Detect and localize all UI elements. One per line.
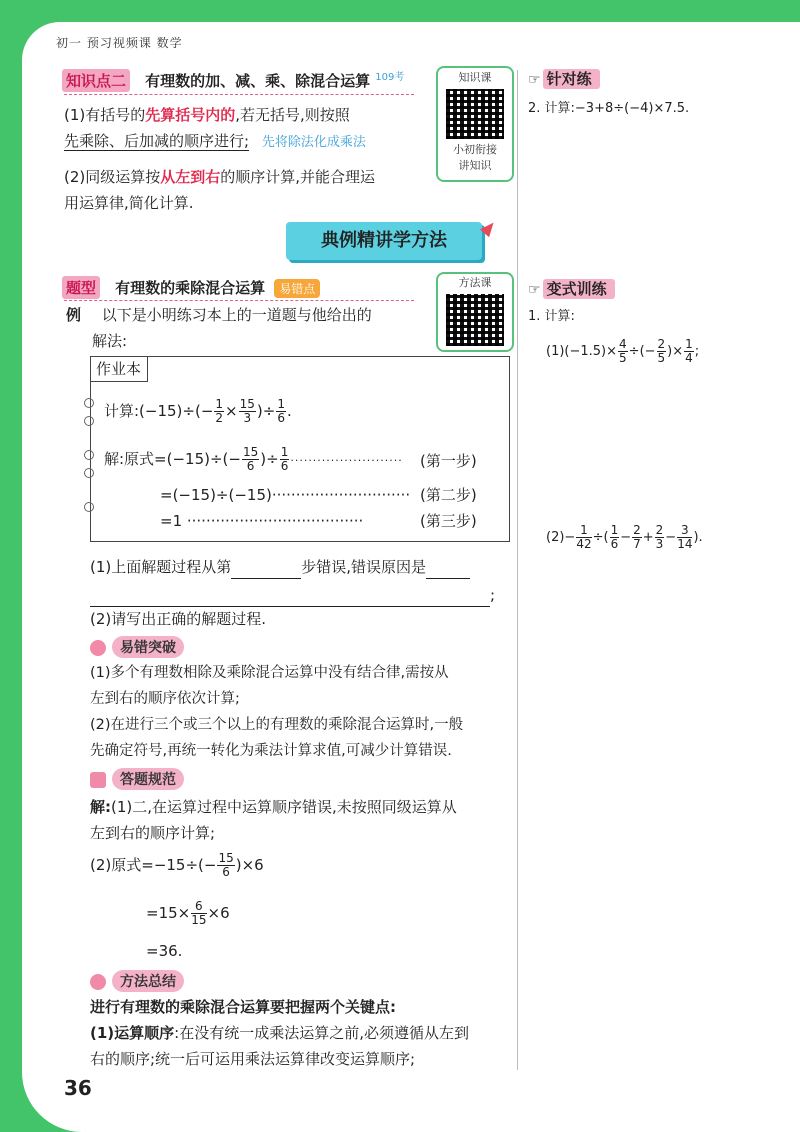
side-practice-title: 针对练 bbox=[543, 69, 600, 89]
calendar-icon bbox=[90, 772, 106, 788]
running-header: 初一 预习视频课 数学 bbox=[56, 36, 183, 50]
fraction bbox=[242, 446, 259, 473]
numerator: 1 bbox=[280, 445, 289, 459]
rule-1-text: (1)有括号的 bbox=[64, 106, 146, 124]
question-1-text: (1)上面解题过程从第 bbox=[90, 558, 232, 576]
math-text: )÷ bbox=[260, 450, 279, 468]
side-variant-q1 bbox=[546, 338, 699, 365]
numerator: 3 bbox=[677, 524, 692, 538]
side-heading-practice bbox=[528, 68, 600, 89]
denominator: 6 bbox=[280, 459, 289, 473]
summary-intro: 进行有理数的乘除混合运算要把握两个关键点: bbox=[90, 998, 397, 1016]
summary-1b: 右的顺序;统一后可运用乘法运算律改变运算顺序; bbox=[90, 1050, 416, 1068]
qr-card-bottom-1: 小初衔接 bbox=[453, 143, 497, 156]
pitfall-1: (1)多个有理数相除及乘除混合运算中没有结合律,需按从 bbox=[90, 665, 449, 681]
qr-code-icon[interactable] bbox=[444, 87, 506, 141]
denominator: 4 bbox=[685, 351, 693, 365]
step-label-3: (第三步) bbox=[420, 512, 477, 530]
column-divider bbox=[517, 70, 518, 1070]
answer-heading bbox=[90, 768, 184, 790]
answer-1-text: (1)二,在运算过程中运算顺序错误,未按照同级运算从 bbox=[111, 798, 457, 816]
error-prone-badge: 易错点 bbox=[274, 279, 320, 298]
fraction bbox=[239, 398, 256, 425]
math-text: . bbox=[286, 402, 292, 420]
denominator: 3 bbox=[243, 411, 252, 425]
fraction bbox=[610, 524, 620, 551]
fraction bbox=[214, 398, 224, 425]
pitfall-title: 易错突破 bbox=[112, 636, 184, 658]
math-text: ×6 bbox=[207, 904, 230, 922]
fraction bbox=[276, 398, 286, 425]
math-text: )× bbox=[667, 344, 684, 359]
example-intro bbox=[66, 304, 426, 326]
fraction bbox=[191, 900, 206, 927]
numerator: 15 bbox=[218, 851, 234, 865]
pitfall-icon bbox=[90, 640, 106, 656]
denominator: 6 bbox=[610, 537, 619, 551]
math-text: =15× bbox=[146, 904, 191, 922]
math-text: ). bbox=[693, 530, 703, 545]
question-1-line2 bbox=[90, 584, 510, 607]
rule-1-line2 bbox=[64, 130, 444, 154]
rule-2-text: (2)同级运算按 bbox=[64, 168, 161, 186]
rule-1 bbox=[64, 104, 424, 126]
math-text: )×6 bbox=[235, 856, 264, 874]
pointing-hand-icon: ☞ bbox=[528, 72, 541, 88]
math-text: 计算:(−15)÷(− bbox=[104, 402, 214, 420]
thumbs-up-icon bbox=[90, 974, 106, 990]
question-1-end: ; bbox=[490, 586, 496, 604]
workbook-step-2: =(−15)÷(−15)····························· bbox=[160, 486, 411, 504]
answer-2 bbox=[90, 852, 264, 879]
numerator: 1 bbox=[685, 337, 693, 351]
question-1-text-b: 步错误,错误原因是 bbox=[301, 558, 427, 576]
summary-heading bbox=[90, 970, 184, 992]
numerator: 1 bbox=[576, 524, 591, 538]
math-text: ; bbox=[694, 344, 700, 359]
math-text: )÷ bbox=[256, 402, 276, 420]
denominator: 7 bbox=[633, 537, 641, 551]
numerator: 2 bbox=[633, 523, 641, 537]
summary-1-text: :在没有统一成乘法运算之前,必须遵循从左到 bbox=[174, 1024, 469, 1042]
question-1 bbox=[90, 556, 510, 579]
spiral-ring bbox=[84, 502, 94, 512]
answer-blank[interactable] bbox=[231, 556, 301, 579]
pitfall-1b: 左到右的顺序依次计算; bbox=[90, 691, 240, 707]
side-variant-q2 bbox=[546, 524, 703, 551]
pitfall-2: (2)在进行三个或三个以上的有理数的乘除混合运算时,一般 bbox=[90, 717, 464, 733]
fraction bbox=[280, 446, 290, 473]
answer-title: 答题规范 bbox=[112, 768, 184, 790]
numerator: 4 bbox=[619, 337, 627, 351]
question-2: (2)请写出正确的解题过程. bbox=[90, 610, 267, 628]
side-variant-title: 变式训练 bbox=[543, 279, 615, 299]
answer-blank[interactable] bbox=[426, 556, 470, 579]
spiral-ring bbox=[84, 416, 94, 426]
rule-1-text-d: 先乘除、后加减的顺序进行; bbox=[64, 132, 250, 150]
fraction bbox=[632, 524, 642, 551]
side-variant-intro: 1. 计算: bbox=[528, 309, 575, 324]
numerator: 15 bbox=[242, 445, 259, 459]
denominator: 14 bbox=[677, 537, 693, 551]
answer-3 bbox=[146, 900, 230, 927]
fraction bbox=[684, 338, 694, 365]
pointing-hand-icon: ☞ bbox=[528, 282, 541, 298]
pitfall-heading bbox=[90, 636, 184, 658]
math-text: × bbox=[225, 402, 238, 420]
workbook-calc bbox=[104, 398, 292, 425]
summary-1 bbox=[90, 1022, 510, 1044]
denominator: 3 bbox=[655, 537, 664, 551]
numerator: 1 bbox=[610, 523, 619, 537]
heading-rule bbox=[64, 94, 414, 96]
type-rule bbox=[64, 300, 414, 302]
math-text: + bbox=[642, 530, 654, 545]
spiral-ring bbox=[84, 450, 94, 460]
example-text: 以下是小明练习本上的一道题与他给出的 bbox=[101, 306, 372, 324]
math-text: (2)原式=−15÷(− bbox=[90, 856, 217, 874]
pitfall-2b: 先确定符号,再统一转化为乘法计算求值,可减少计算错误. bbox=[90, 743, 452, 759]
numerator: 15 bbox=[239, 397, 255, 411]
math-text: ÷(− bbox=[628, 344, 656, 359]
denominator: 15 bbox=[191, 913, 207, 927]
knowledge-point-title: 有理数的加、减、乘、除混合运算 bbox=[145, 72, 371, 91]
numerator: 2 bbox=[655, 523, 664, 537]
denominator: 5 bbox=[657, 351, 666, 365]
answer-blank[interactable] bbox=[90, 584, 490, 607]
math-text: (2)− bbox=[546, 530, 576, 545]
section-banner: 典例精讲学方法 bbox=[286, 222, 482, 260]
fraction bbox=[677, 524, 692, 551]
math-text: 解:原式=(−15)÷(− bbox=[104, 450, 241, 468]
fraction bbox=[657, 338, 667, 365]
answer-4: =36. bbox=[146, 942, 183, 960]
summary-title: 方法总结 bbox=[112, 970, 184, 992]
fraction bbox=[217, 852, 234, 879]
page-number: 36 bbox=[64, 1076, 92, 1100]
numerator: 1 bbox=[215, 397, 224, 411]
question-type-title: 有理数的乘除混合运算 bbox=[115, 279, 266, 297]
qr-card-bottom-2: 讲知识 bbox=[458, 159, 492, 172]
answer-1 bbox=[90, 796, 510, 818]
knowledge-point-tag: 知识点二 bbox=[62, 69, 130, 92]
rule-1-highlight: 先算括号内的 bbox=[145, 106, 236, 124]
math-text: ÷( bbox=[592, 530, 609, 545]
workbook-step-3: =1 ····································· bbox=[160, 512, 364, 530]
numerator: 1 bbox=[277, 397, 285, 411]
step-label-1: (第一步) bbox=[420, 452, 477, 470]
rule-1-text-b: ,若无括号,则按照 bbox=[235, 106, 350, 124]
step-label-2: (第二步) bbox=[420, 486, 477, 504]
example-text-2: 解法: bbox=[92, 332, 128, 350]
numerator: 6 bbox=[191, 900, 206, 914]
qr-card-knowledge[interactable] bbox=[436, 66, 514, 182]
exam-count: 109考 bbox=[375, 72, 405, 83]
question-type-tag: 题型 bbox=[62, 276, 100, 299]
denominator: 6 bbox=[246, 459, 255, 473]
denominator: 6 bbox=[277, 411, 285, 425]
rule-2-text-b: 的顺序计算,并能合理运 bbox=[220, 168, 376, 186]
rule-2-highlight: 从左到右 bbox=[160, 168, 221, 186]
rule-2-line2: 用运算律,简化计算. bbox=[64, 194, 194, 212]
math-text: (1)(−1.5)× bbox=[546, 344, 618, 359]
rule-2 bbox=[64, 166, 434, 188]
spiral-ring bbox=[84, 398, 94, 408]
question-type-heading bbox=[62, 276, 442, 299]
fraction bbox=[618, 338, 628, 365]
spiral-ring bbox=[84, 468, 94, 478]
rule-1-note: 先将除法化成乘法 bbox=[261, 135, 366, 150]
math-text: − bbox=[665, 530, 677, 545]
side-heading-variant bbox=[528, 278, 615, 299]
dot-leader: ························· bbox=[290, 454, 403, 467]
numerator: 2 bbox=[657, 337, 666, 351]
denominator: 2 bbox=[215, 411, 224, 425]
answer-label: 解: bbox=[90, 798, 111, 816]
side-practice-question: 2. 计算:−3+8÷(−4)×7.5. bbox=[528, 101, 690, 116]
qr-card-method[interactable] bbox=[436, 272, 514, 352]
knowledge-point-heading bbox=[62, 68, 432, 92]
fraction bbox=[576, 524, 591, 551]
denominator: 5 bbox=[619, 351, 627, 365]
workbook-title: 作业本 bbox=[90, 356, 148, 382]
fraction bbox=[655, 524, 665, 551]
qr-code-icon-2[interactable] bbox=[444, 292, 506, 348]
qr-card-method-label: 方法课 bbox=[458, 276, 492, 289]
summary-1-label: (1)运算顺序 bbox=[90, 1024, 175, 1042]
denominator: 6 bbox=[222, 865, 230, 879]
math-text: − bbox=[620, 530, 632, 545]
answer-1b: 左到右的顺序计算; bbox=[90, 824, 216, 842]
denominator: 42 bbox=[576, 537, 592, 551]
qr-card-top-label: 知识课 bbox=[458, 71, 492, 84]
example-label: 例 bbox=[66, 306, 82, 324]
